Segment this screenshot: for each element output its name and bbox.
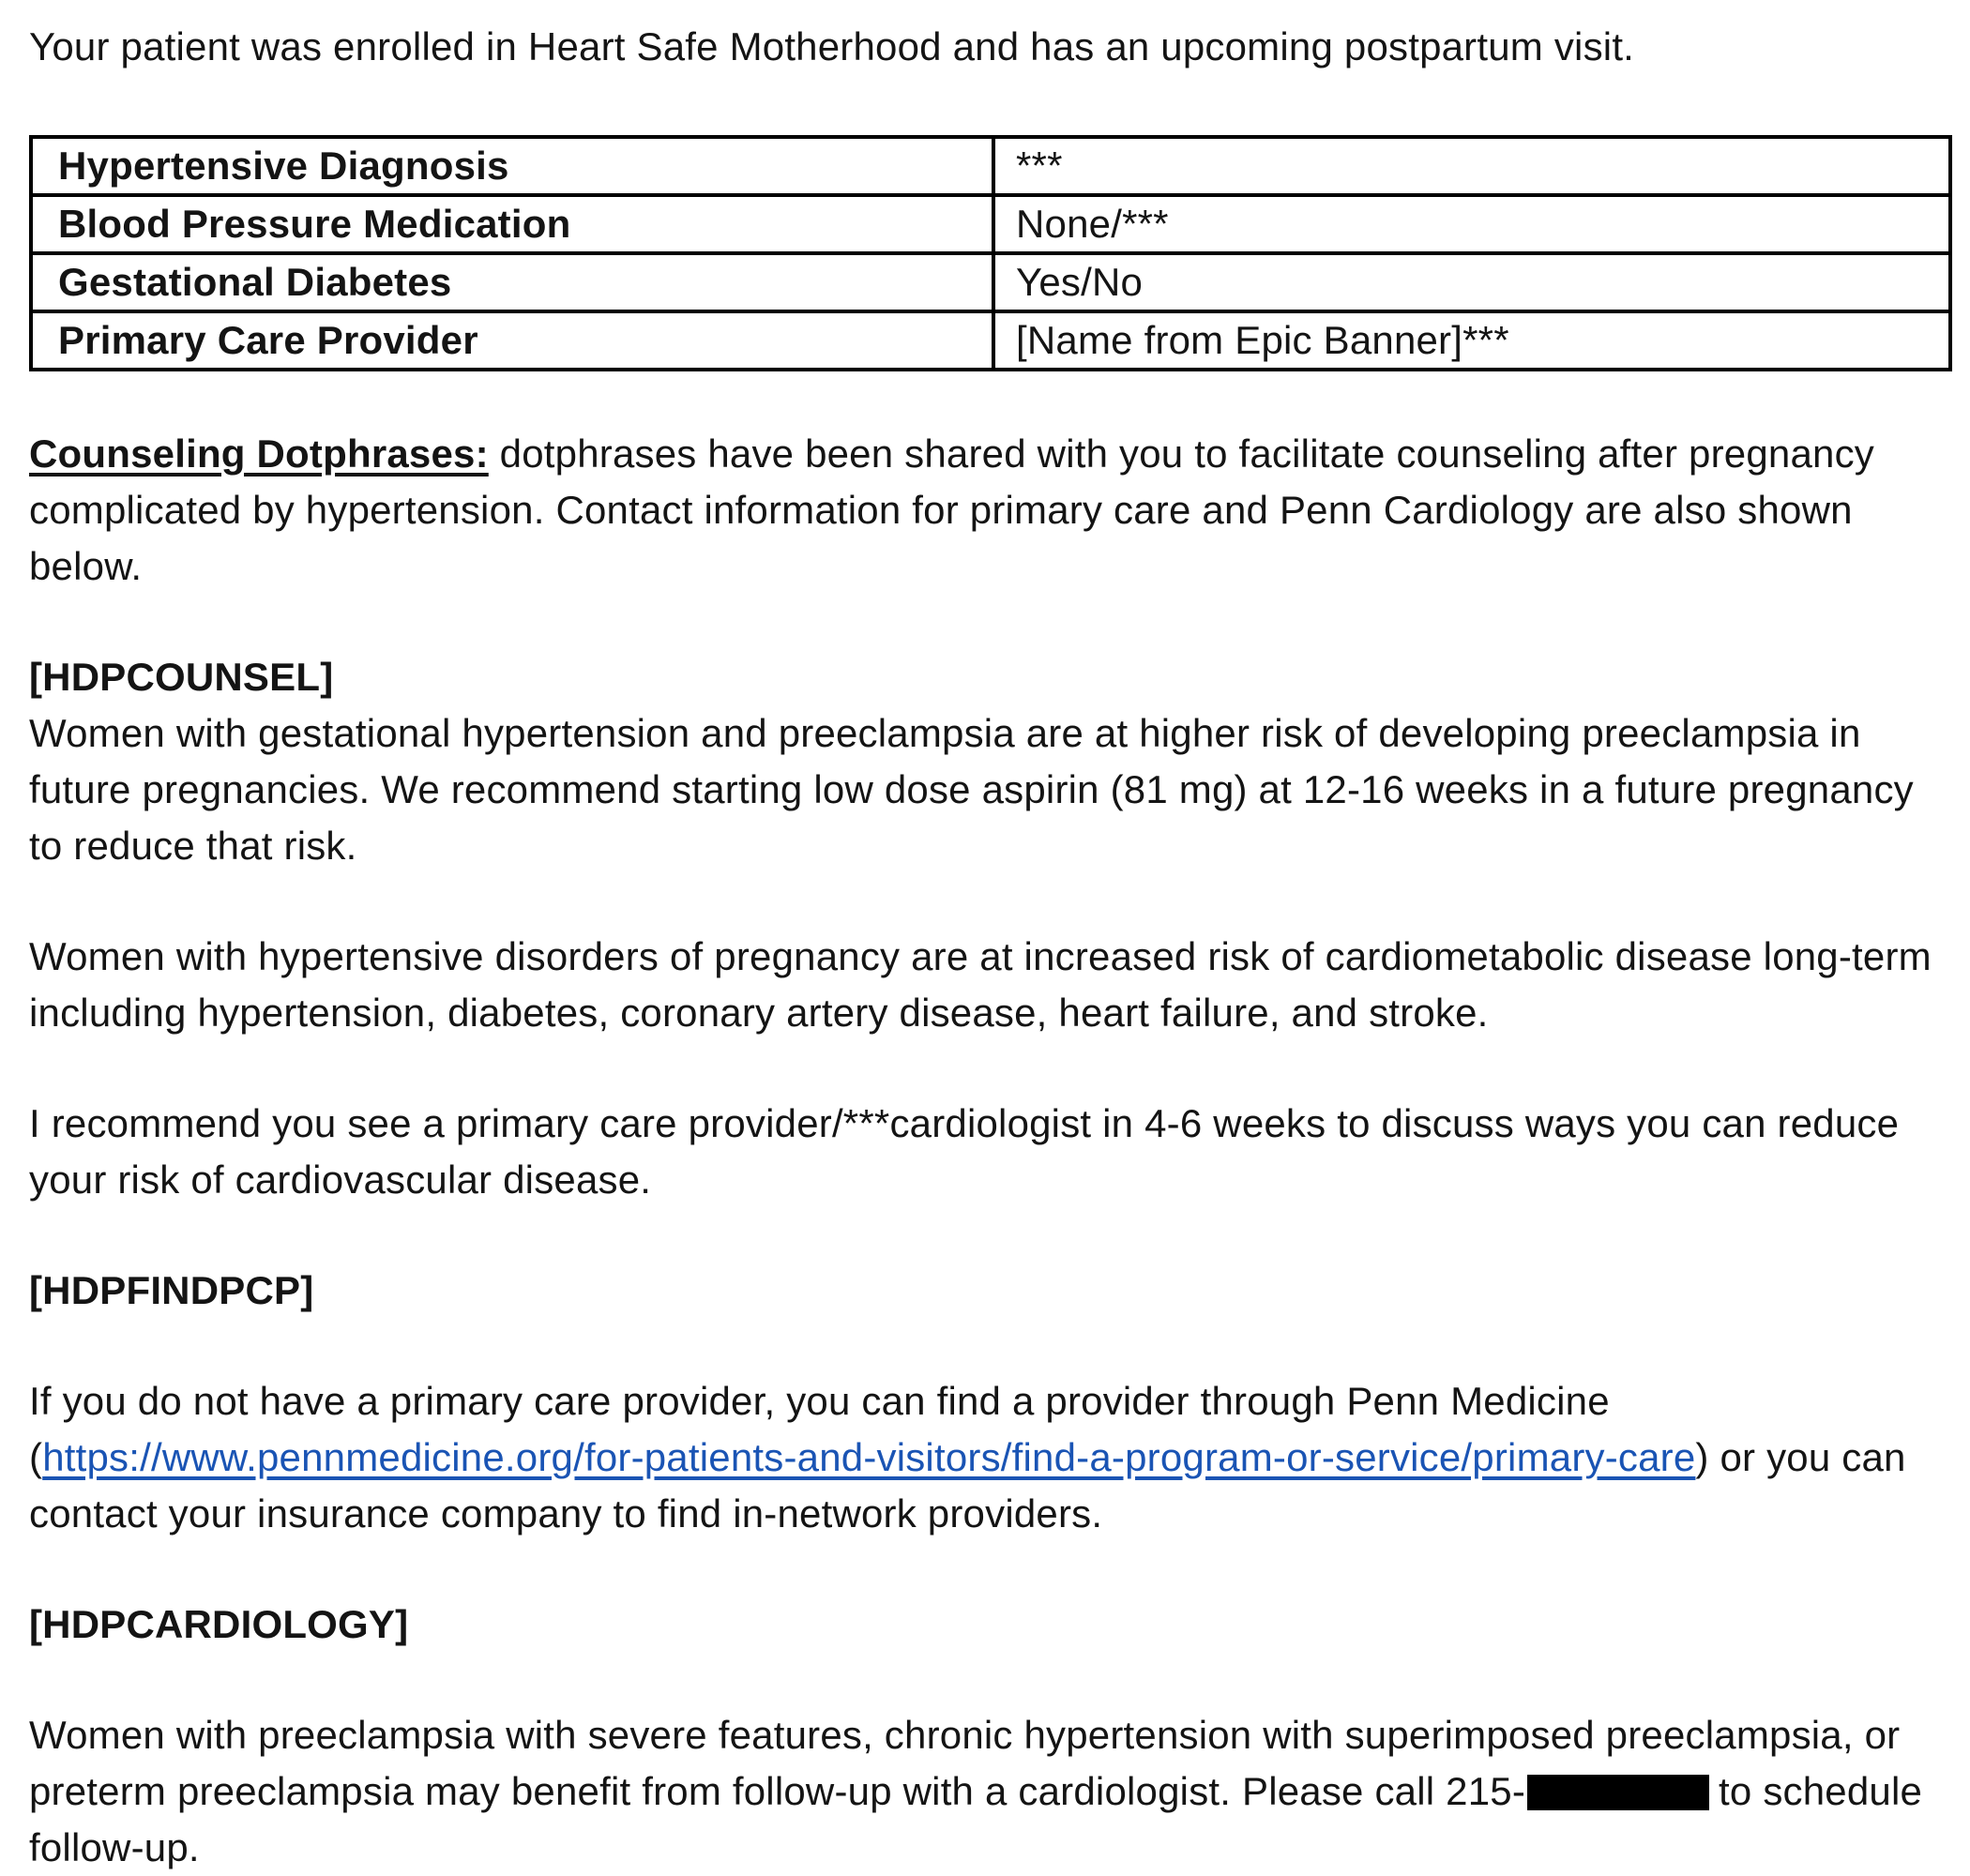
hdpcardiology-paragraph: [29, 1707, 1952, 1876]
document-page: [29, 19, 1952, 1876]
table-row: [31, 137, 1950, 195]
counseling-text: dotphrases have been shared with you to facilitate counseling after pregnancy complicated by hypertension. Contact information for primary care and Penn Cardiology are also shown below.: [29, 431, 1874, 588]
row-value: None/***: [993, 195, 1950, 253]
row-value: [Name from Epic Banner]***: [993, 311, 1950, 370]
row-value: ***: [993, 137, 1950, 195]
table-row: [31, 195, 1950, 253]
row-label: Blood Pressure Medication: [31, 195, 993, 253]
hdpfindpcp-text-before: If you do not have a primary care provider, you can find a provider through Penn Medicine (: [29, 1379, 1610, 1479]
hdpcounsel-tag: [HDPCOUNSEL]: [29, 655, 334, 699]
hdpfindpcp-paragraph: [29, 1373, 1952, 1542]
hdpcardiology-tag: [HDPCARDIOLOGY]: [29, 1602, 409, 1646]
hdpcardiology-text-before: Women with preeclampsia with severe features, chronic hypertension with superimposed preeclampsia, or preterm preeclampsia may benefit from follow-up with a cardiologist. Please call 215-: [29, 1713, 1901, 1813]
counseling-label: Counseling Dotphrases:: [29, 431, 489, 476]
row-label: Primary Care Provider: [31, 311, 993, 370]
row-value: Yes/No: [993, 253, 1950, 311]
redacted-phone-block: [1527, 1775, 1709, 1810]
hdpcounsel-paragraph-3: I recommend you see a primary care provider/***cardiologist in 4-6 weeks to discuss ways you can reduce your risk of cardiovascular disease.: [29, 1101, 1900, 1202]
hdpcounsel-paragraph-1: Women with gestational hypertension and preeclampsia are at higher risk of developing preeclampsia in future pregnancies. We recommend starting low dose aspirin (81 mg) at 12-16 weeks in a future pregnancy to reduce that risk.: [29, 711, 1914, 868]
hdpcounsel-paragraph-2: Women with hypertensive disorders of pregnancy are at increased risk of cardiometabolic disease long-term including hypertension, diabetes, coronary artery disease, heart failure, and stroke.: [29, 934, 1932, 1035]
penn-medicine-primary-care-link[interactable]: https://www.pennmedicine.org/for-patients-and-visitors/find-a-program-or-service/primary-care: [42, 1435, 1696, 1479]
table-row: [31, 311, 1950, 370]
patient-info-table: [29, 135, 1952, 371]
row-label: Gestational Diabetes: [31, 253, 993, 311]
counseling-paragraph: [29, 426, 1952, 595]
hdpfindpcp-tag: [HDPFINDPCP]: [29, 1268, 314, 1312]
hdpfindpcp-text-after: ) or you can contact your insurance company to find in-network providers.: [29, 1435, 1906, 1536]
intro-text: Your patient was enrolled in Heart Safe Motherhood and has an upcoming postpartum visit.: [29, 24, 1635, 68]
table-row: [31, 253, 1950, 311]
row-label: Hypertensive Diagnosis: [31, 137, 993, 195]
hdpcardiology-text-after: to schedule follow-up.: [29, 1769, 1923, 1869]
